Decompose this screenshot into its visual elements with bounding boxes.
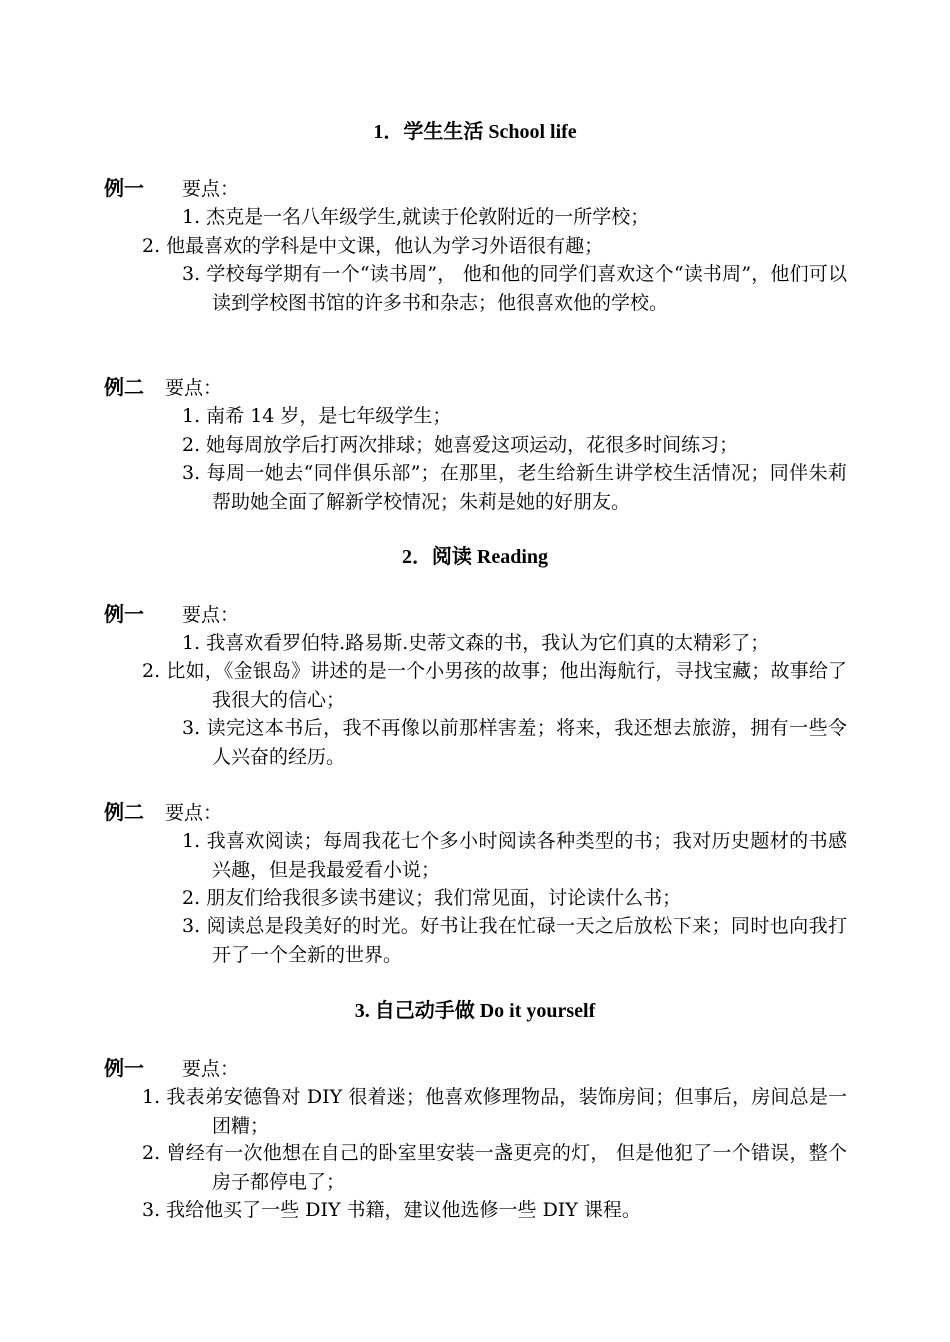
list-item: 1. 我喜欢看罗伯特.路易斯.史蒂文森的书，我认为它们真的太精彩了； <box>182 632 770 654</box>
list-item: 3. 我给他买了一些 DIY 书籍，建议他选修一些 DIY 课程。 <box>142 1199 641 1221</box>
key-points-label: 要点： <box>182 604 240 626</box>
list-item: 1. 我喜欢阅读；每周我花七个多小时阅读各种类型的书；我对历史题材的书感兴趣，但是我最爱看小说； <box>182 830 847 881</box>
section-title-school-life: 1．学生生活 School life <box>373 121 577 143</box>
list-item: 1. 杰克是一名八年级学生,就读于伦敦附近的一所学校； <box>182 206 650 228</box>
key-points-label: 要点： <box>182 178 240 200</box>
example-label: 例一 <box>104 176 144 200</box>
list-item: 2. 他最喜欢的学科是中文课，他认为学习外语很有趣； <box>142 235 604 257</box>
key-points-label: 要点： <box>165 377 223 399</box>
example-label: 例一 <box>104 602 144 626</box>
list-item: 1. 南希 14 岁，是七年级学生； <box>182 405 452 427</box>
list-item: 1. 我表弟安德鲁对 DIY 很着迷；他喜欢修理物品，装饰房间；但事后，房间总是一团糟； <box>142 1086 847 1137</box>
key-points-label: 要点： <box>182 1058 240 1080</box>
example-label: 例二 <box>104 800 144 824</box>
list-item: 2. 朋友们给我很多读书建议；我们常见面，讨论读什么书； <box>182 887 682 909</box>
list-item: 3. 读完这本书后，我不再像以前那样害羞；将来，我还想去旅游，拥有一些令人兴奋的经历。 <box>182 717 847 768</box>
list-item: 3. 每周一她去“同伴俱乐部”；在那里，老生给新生讲学校生活情况；同伴朱莉帮助她全面了解新学校情况；朱莉是她的好朋友。 <box>182 462 847 513</box>
list-item: 2. 曾经有一次他想在自己的卧室里安装一盏更亮的灯， 但是他犯了一个错误，整个房子都停电了； <box>142 1142 847 1193</box>
list-item: 3. 阅读总是段美好的时光。好书让我在忙碌一天之后放松下来；同时也向我打开了一个全新的世界。 <box>182 915 847 966</box>
section-title-reading: 2．阅读 Reading <box>401 546 549 568</box>
list-item: 2. 她每周放学后打两次排球；她喜爱这项运动，花很多时间练习； <box>182 434 739 456</box>
section-title-diy: 3. 自己动手做 Do it yourself <box>354 1000 596 1022</box>
list-item: 2. 比如，《金银岛》讲述的是一个小男孩的故事；他出海航行，寻找宝藏；故事给了我很大的信心； <box>142 660 847 711</box>
list-item: 3. 学校每学期有一个“读书周”， 他和他的同学们喜欢这个“读书周”，他们可以读到学校图书馆的许多书和杂志；他很喜欢他的学校。 <box>182 263 847 314</box>
key-points-label: 要点： <box>165 802 223 824</box>
example-label: 例一 <box>104 1056 144 1080</box>
example-label: 例二 <box>104 375 144 399</box>
